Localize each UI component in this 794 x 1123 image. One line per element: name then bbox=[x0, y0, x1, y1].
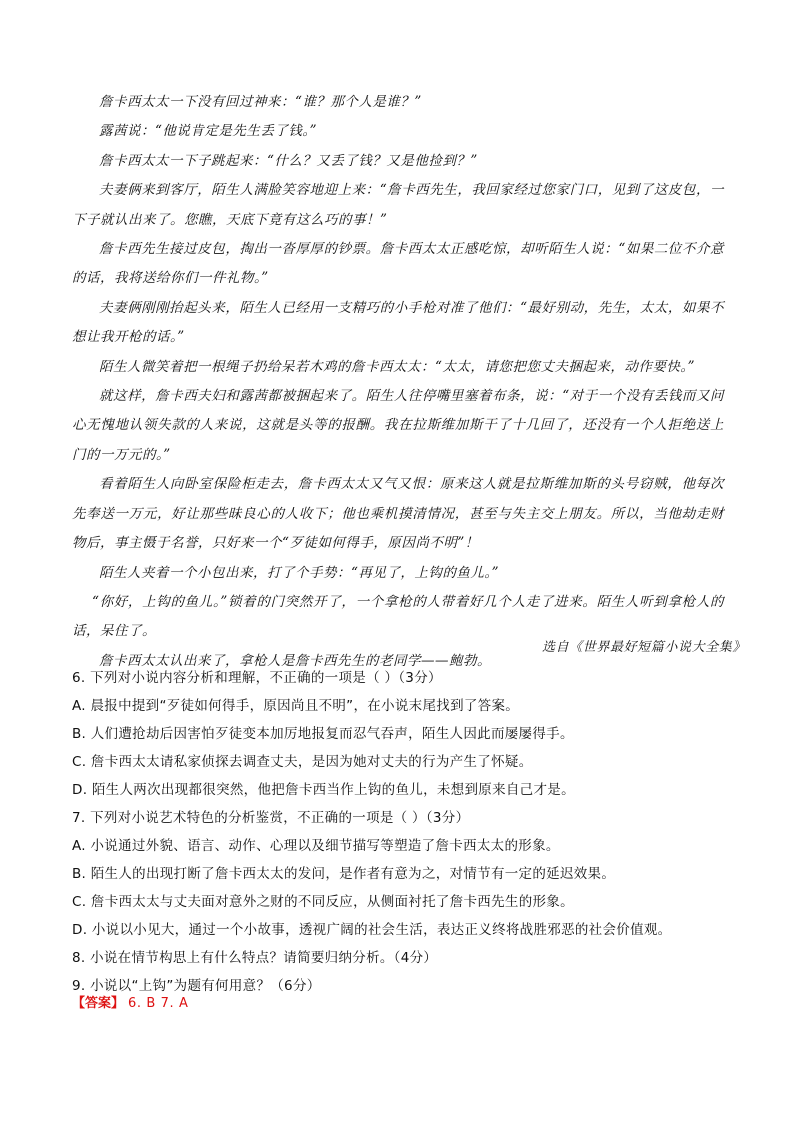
question-7: 7. 下列对小说艺术特色的分析鉴赏，不正确的一项是（ ）（3分） bbox=[72, 810, 470, 826]
question-7-option-c: C. 詹卡西太太与丈夫面对意外之财的不同反应，从侧面衬托了詹卡西先生的形象。 bbox=[72, 894, 574, 910]
question-6: 6. 下列对小说内容分析和理解，不正确的一项是（ ）（3分） bbox=[72, 670, 442, 686]
question-7-option-a: A. 小说通过外貌、语言、动作、心理以及细节描写等塑造了詹卡西太太的形象。 bbox=[72, 838, 560, 854]
story-paragraph: 詹卡西太太认出来了，拿枪人是詹卡西先生的老同学——鲍勃。 bbox=[99, 652, 491, 669]
question-6-option-b: B. 人们遭抢劫后因害怕歹徒变本加厉地报复而忍气吞声，陌生人因此而屡屡得手。 bbox=[72, 726, 574, 742]
question-6-option-d: D. 陌生人两次出现都很突然，他把詹卡西当作上钩的鱼儿，未想到原来自己才是。 bbox=[72, 782, 575, 798]
story-paragraph: 詹卡西太太一下没有回过神来：“谁？那个人是谁？” bbox=[99, 94, 422, 110]
story-paragraph: 就这样，詹卡西夫妇和露茜都被捆起来了。陌生人往停嘴里塞着布条，说：“对于一个没有丢钱而又问心无愧地认领失款的人来说，这就是头等的报酬。我在拉斯维加斯干了十几回了，还没有一个人拒绝送上门的一万元的。” bbox=[72, 388, 724, 463]
story-paragraph: 詹卡西太太一下子跳起来：“什么？又丢了钱？又是他捡到？” bbox=[99, 152, 478, 169]
question-7-option-d: D. 小说以小见大，通过一个小故事，透视广阔的社会生活，表达正义终将战胜邪恶的社会价值观。 bbox=[72, 922, 672, 938]
story-text bbox=[72, 88, 724, 676]
questions-section bbox=[72, 664, 752, 1000]
answer-value: 6. B 7. A bbox=[128, 996, 189, 1011]
story-paragraph: 陌生人夹着一个小包出来，打了个手势：“再见了，上钩的鱼儿。” bbox=[99, 564, 500, 581]
question-9: 9. 小说以“上钩”为题有何用意？（6分） bbox=[72, 978, 321, 994]
story-paragraph: 夫妻俩刚刚抬起头来，陌生人已经用一支精巧的小手枪对准了他们：“最好别动，先生，太太，如果不想让我开枪的话。” bbox=[72, 299, 724, 346]
story-paragraph: 夫妻俩来到客厅，陌生人满脸笑容地迎上来：“詹卡西先生，我回家经过您家门口，见到了这皮包，一下子就认出来了。您瞧，天底下竟有这么巧的事！” bbox=[72, 182, 724, 228]
answer-tag: 【答案】 bbox=[72, 996, 125, 1011]
story-paragraph: 詹卡西先生接过皮包，掏出一沓厚厚的钞票。詹卡西太太正感吃惊，却听陌生人说：“如果二位不介意的话，我将送给你们一件礼物。” bbox=[72, 241, 724, 287]
answer-line bbox=[72, 992, 188, 1011]
story-paragraph: 陌生人微笑着把一根绳子扔给呆若木鸡的詹卡西太太：“太太，请您把您丈夫捆起来，动作要快。” bbox=[99, 358, 696, 375]
question-6-option-c: C. 詹卡西太太请私家侦探去调查丈夫，是因为她对丈夫的行为产生了怀疑。 bbox=[72, 754, 533, 770]
question-7-option-b: B. 陌生人的出现打断了詹卡西太太的发问，是作者有意为之，对情节有一定的延迟效果。 bbox=[72, 866, 616, 882]
story-paragraph: 看着陌生人向卧室保险柜走去，詹卡西太太又气又恨：原来这人就是拉斯维加斯的头号窃贼，他每次先奉送一万元，好让那些昧良心的人收下；他也乘机摸清情况，甚至与失主交上朋友。所以，当他劫走财物后，事主慑于名誉，只好来一个“歹徒如何得手，原因尚不明”！ bbox=[72, 476, 724, 552]
question-6-option-a: A. 晨报中提到“歹徒如何得手，原因尚且不明”，在小说末尾找到了答案。 bbox=[72, 698, 520, 714]
story-paragraph: “你好，上钩的鱼儿。”锁着的门突然开了，一个拿枪的人带着好几个人走了进来。陌生人听到拿枪人的话，呆住了。 bbox=[72, 593, 724, 640]
story-paragraph: 露茜说：“他说肯定是先生丢了钱。” bbox=[99, 123, 318, 140]
question-8: 8. 小说在情节构思上有什么特点？请简要归纳分析。（4分） bbox=[72, 950, 438, 966]
source-attribution: 选自《世界最好短篇小说大全集》 bbox=[541, 640, 746, 655]
